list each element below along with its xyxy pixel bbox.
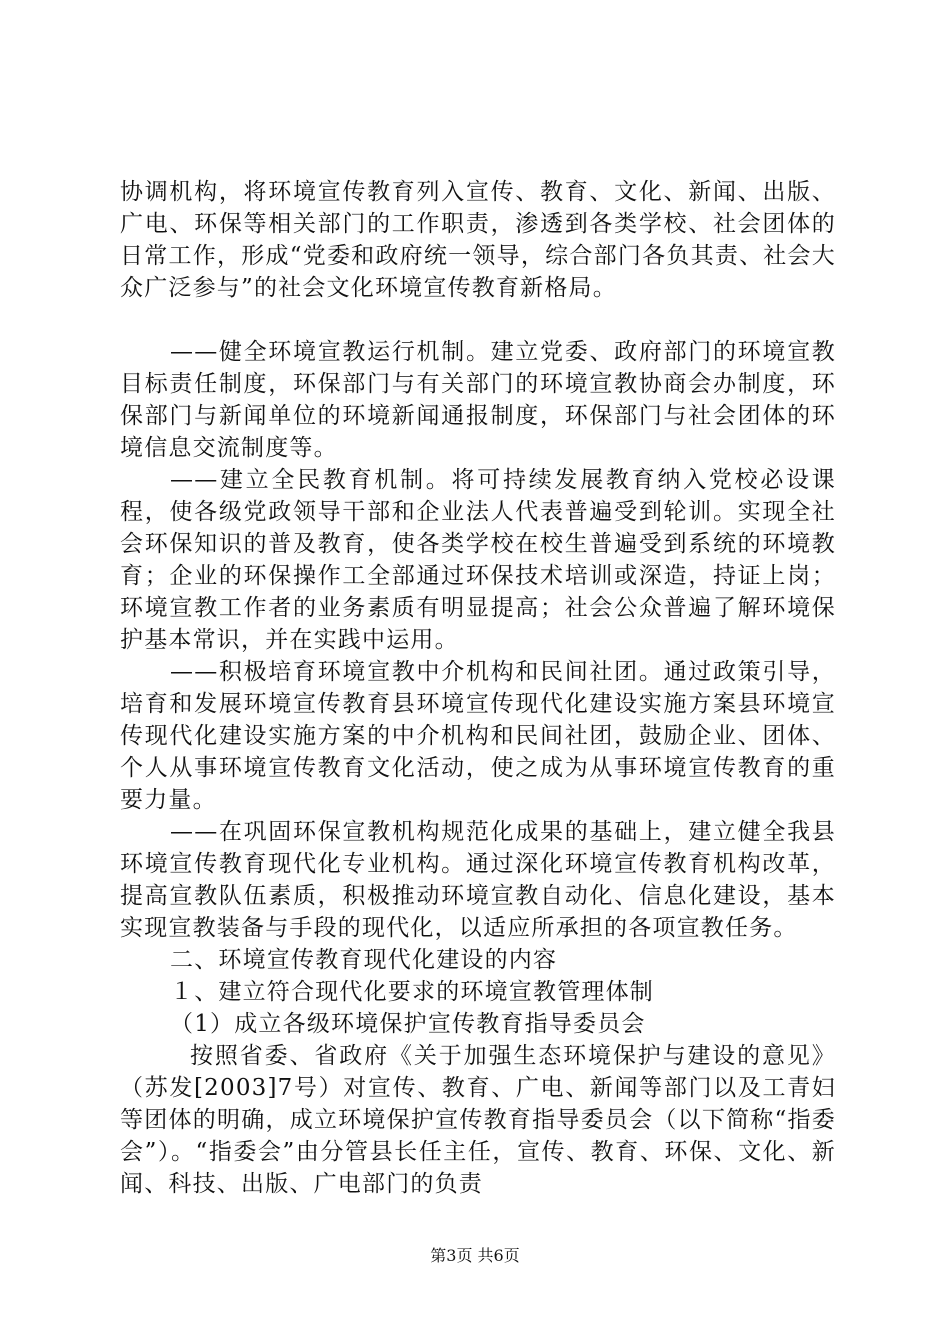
subsection-heading: １、建立符合现代化要求的环境宣教管理体制 (170, 979, 654, 1005)
document-body (120, 176, 836, 1200)
paragraph-committee: 按照省委、省政府《关于加强生态环境保护与建设的意见》（苏发[2003]7号）对宣传、教育、广电、新闻等部门以及工青妇等团体的明确，成立环境保护宣传教育指导委员会（以下简称“指委会”）。“指委会”由分管县长任主任，宣传、教育、环保、文化、新闻、科技、出版、广电部门的负责 (120, 1043, 836, 1197)
section-heading: 二、环境宣传教育现代化建设的内容 (170, 947, 558, 973)
page-footer: 第3页 共6页 (430, 1246, 520, 1265)
paragraph-intro: 协调机构，将环境宣传教育列入宣传、教育、文化、新闻、出版、广电、环保等相关部门的工作职责，渗透到各类学校、社会团体的日常工作，形成“党委和政府统一领导，综合部门各负其责、社会大众广泛参与”的社会文化环境宣传教育新格局。 (120, 179, 836, 301)
paragraph-intermediary-agencies: ——积极培育环境宣教中介机构和民间社团。通过政策引导，培育和发展环境宣传教育县环境宣传现代化建设实施方案县环境宣传现代化建设实施方案的中介机构和民间社团，鼓励企业、团体、个人从事环境宣传教育文化活动，使之成为从事环境宣传教育的重要力量。 (120, 659, 836, 813)
paragraph-education-mechanism: ——建立全民教育机制。将可持续发展教育纳入党校必设课程，使各级党政领导干部和企业法人代表普遍受到轮训。实现全社会环保知识的普及教育，使各类学校在校生普遍受到系统的环境教育；企业的环保操作工全部通过环保技术培训或深造，持证上岗；环境宣教工作者的业务素质有明显提高；社会公众普遍了解环境保护基本常识，并在实践中运用。 (120, 467, 836, 653)
item-heading: （1）成立各级环境保护宣传教育指导委员会 (170, 1011, 646, 1037)
paragraph-professional-agencies: ——在巩固环保宣教机构规范化成果的基础上，建立健全我县环境宣传教育现代化专业机构。通过深化环境宣传教育机构改革，提高宣教队伍素质，积极推动环境宣教自动化、信息化建设，基本实现宣教装备与手段的现代化，以适应所承担的各项宣教任务。 (120, 819, 836, 941)
paragraph-operation-mechanism: ——健全环境宣教运行机制。建立党委、政府部门的环境宣教目标责任制度，环保部门与有关部门的环境宣教协商会办制度，环保部门与新闻单位的环境新闻通报制度，环保部门与社会团体的环境信息交流制度等。 (120, 339, 836, 461)
